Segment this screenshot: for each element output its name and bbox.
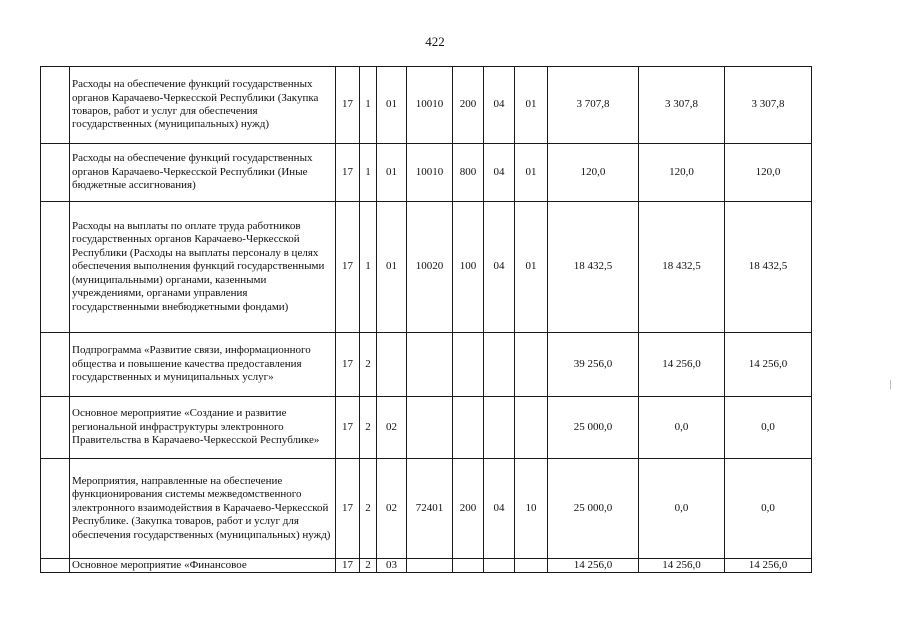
amount-cell: 18 432,5 xyxy=(548,202,639,333)
code-cell: 10010 xyxy=(407,67,453,144)
table-row xyxy=(41,459,812,559)
code-cell: 03 xyxy=(377,559,407,573)
budget-table xyxy=(40,66,812,573)
code-cell: 04 xyxy=(484,202,515,333)
amount-cell: 14 256,0 xyxy=(639,559,725,573)
code-cell xyxy=(453,333,484,397)
amount-cell: 14 256,0 xyxy=(639,333,725,397)
code-cell: 04 xyxy=(484,67,515,144)
amount-cell: 18 432,5 xyxy=(725,202,812,333)
code-cell: 10020 xyxy=(407,202,453,333)
description-cell: Расходы на выплаты по оплате труда работников государственных органов Карачаево-Черкесской Республики (Расходы на выплаты персоналу в целях обеспечения выполнения функций государственными (муниципальными) органами, казенными учреждениями, органами управления государственными внебюджетными фондами) xyxy=(70,202,336,333)
code-cell: 100 xyxy=(453,202,484,333)
code-cell: 01 xyxy=(377,202,407,333)
index-cell xyxy=(41,202,70,333)
code-cell: 72401 xyxy=(407,459,453,559)
amount-cell: 25 000,0 xyxy=(548,459,639,559)
amount-cell: 0,0 xyxy=(639,459,725,559)
code-cell xyxy=(515,397,548,459)
description-cell: Подпрограмма «Развитие связи, информационного общества и повышение качества предоставления государственных и муниципальных услуг» xyxy=(70,333,336,397)
code-cell xyxy=(453,397,484,459)
amount-cell: 120,0 xyxy=(639,144,725,202)
index-cell xyxy=(41,397,70,459)
table-row xyxy=(41,333,812,397)
code-cell: 04 xyxy=(484,144,515,202)
amount-cell: 14 256,0 xyxy=(548,559,639,573)
code-cell: 02 xyxy=(377,397,407,459)
page-number: 422 xyxy=(425,34,445,49)
amount-cell: 0,0 xyxy=(639,397,725,459)
code-cell: 2 xyxy=(360,333,377,397)
code-cell: 1 xyxy=(360,202,377,333)
amount-cell: 3 307,8 xyxy=(639,67,725,144)
code-cell: 17 xyxy=(336,202,360,333)
code-cell: 17 xyxy=(336,67,360,144)
code-cell: 10010 xyxy=(407,144,453,202)
amount-cell: 39 256,0 xyxy=(548,333,639,397)
amount-cell: 3 707,8 xyxy=(548,67,639,144)
description-cell: Расходы на обеспечение функций государственных органов Карачаево-Черкесской Республики (Закупка товаров, работ и услуг для обеспечения государственных (муниципальных) нужд) xyxy=(70,67,336,144)
scan-mark xyxy=(890,380,891,389)
code-cell: 01 xyxy=(515,144,548,202)
code-cell: 200 xyxy=(453,67,484,144)
code-cell: 04 xyxy=(484,459,515,559)
code-cell: 17 xyxy=(336,333,360,397)
code-cell: 800 xyxy=(453,144,484,202)
code-cell: 10 xyxy=(515,459,548,559)
amount-cell: 120,0 xyxy=(725,144,812,202)
table-row xyxy=(41,144,812,202)
index-cell xyxy=(41,67,70,144)
code-cell xyxy=(484,333,515,397)
description-cell: Основное мероприятие «Создание и развитие региональной инфраструктуры электронного Правительства в Карачаево-Черкесской Республике» xyxy=(70,397,336,459)
code-cell: 01 xyxy=(515,202,548,333)
amount-cell: 14 256,0 xyxy=(725,559,812,573)
table-row xyxy=(41,202,812,333)
description-cell: Мероприятия, направленные на обеспечение функционирования системы межведомственного электронного взаимодействия в Карачаево-Черкесской Республике. (Закупка товаров, работ и услуг для обеспечения государственных (муниципальных) нужд) xyxy=(70,459,336,559)
code-cell: 17 xyxy=(336,397,360,459)
code-cell xyxy=(453,559,484,573)
code-cell xyxy=(515,333,548,397)
code-cell: 200 xyxy=(453,459,484,559)
description-cell: Основное мероприятие «Финансовое xyxy=(70,559,336,573)
index-cell xyxy=(41,459,70,559)
amount-cell: 18 432,5 xyxy=(639,202,725,333)
amount-cell: 0,0 xyxy=(725,397,812,459)
table-row xyxy=(41,559,812,573)
index-cell xyxy=(41,333,70,397)
code-cell: 1 xyxy=(360,144,377,202)
index-cell xyxy=(41,559,70,573)
code-cell: 17 xyxy=(336,559,360,573)
code-cell: 2 xyxy=(360,397,377,459)
index-cell xyxy=(41,144,70,202)
code-cell xyxy=(515,559,548,573)
code-cell: 02 xyxy=(377,459,407,559)
table-row xyxy=(41,397,812,459)
code-cell xyxy=(407,397,453,459)
table-row xyxy=(41,67,812,144)
amount-cell: 0,0 xyxy=(725,459,812,559)
description-cell: Расходы на обеспечение функций государственных органов Карачаево-Черкесской Республики (Иные бюджетные ассигнования) xyxy=(70,144,336,202)
code-cell: 17 xyxy=(336,144,360,202)
code-cell: 01 xyxy=(377,67,407,144)
amount-cell: 120,0 xyxy=(548,144,639,202)
code-cell: 2 xyxy=(360,559,377,573)
code-cell: 01 xyxy=(515,67,548,144)
amount-cell: 3 307,8 xyxy=(725,67,812,144)
code-cell xyxy=(407,333,453,397)
code-cell xyxy=(484,397,515,459)
code-cell xyxy=(484,559,515,573)
amount-cell: 25 000,0 xyxy=(548,397,639,459)
code-cell: 2 xyxy=(360,459,377,559)
amount-cell: 14 256,0 xyxy=(725,333,812,397)
code-cell xyxy=(407,559,453,573)
code-cell: 17 xyxy=(336,459,360,559)
code-cell: 1 xyxy=(360,67,377,144)
code-cell xyxy=(377,333,407,397)
code-cell: 01 xyxy=(377,144,407,202)
